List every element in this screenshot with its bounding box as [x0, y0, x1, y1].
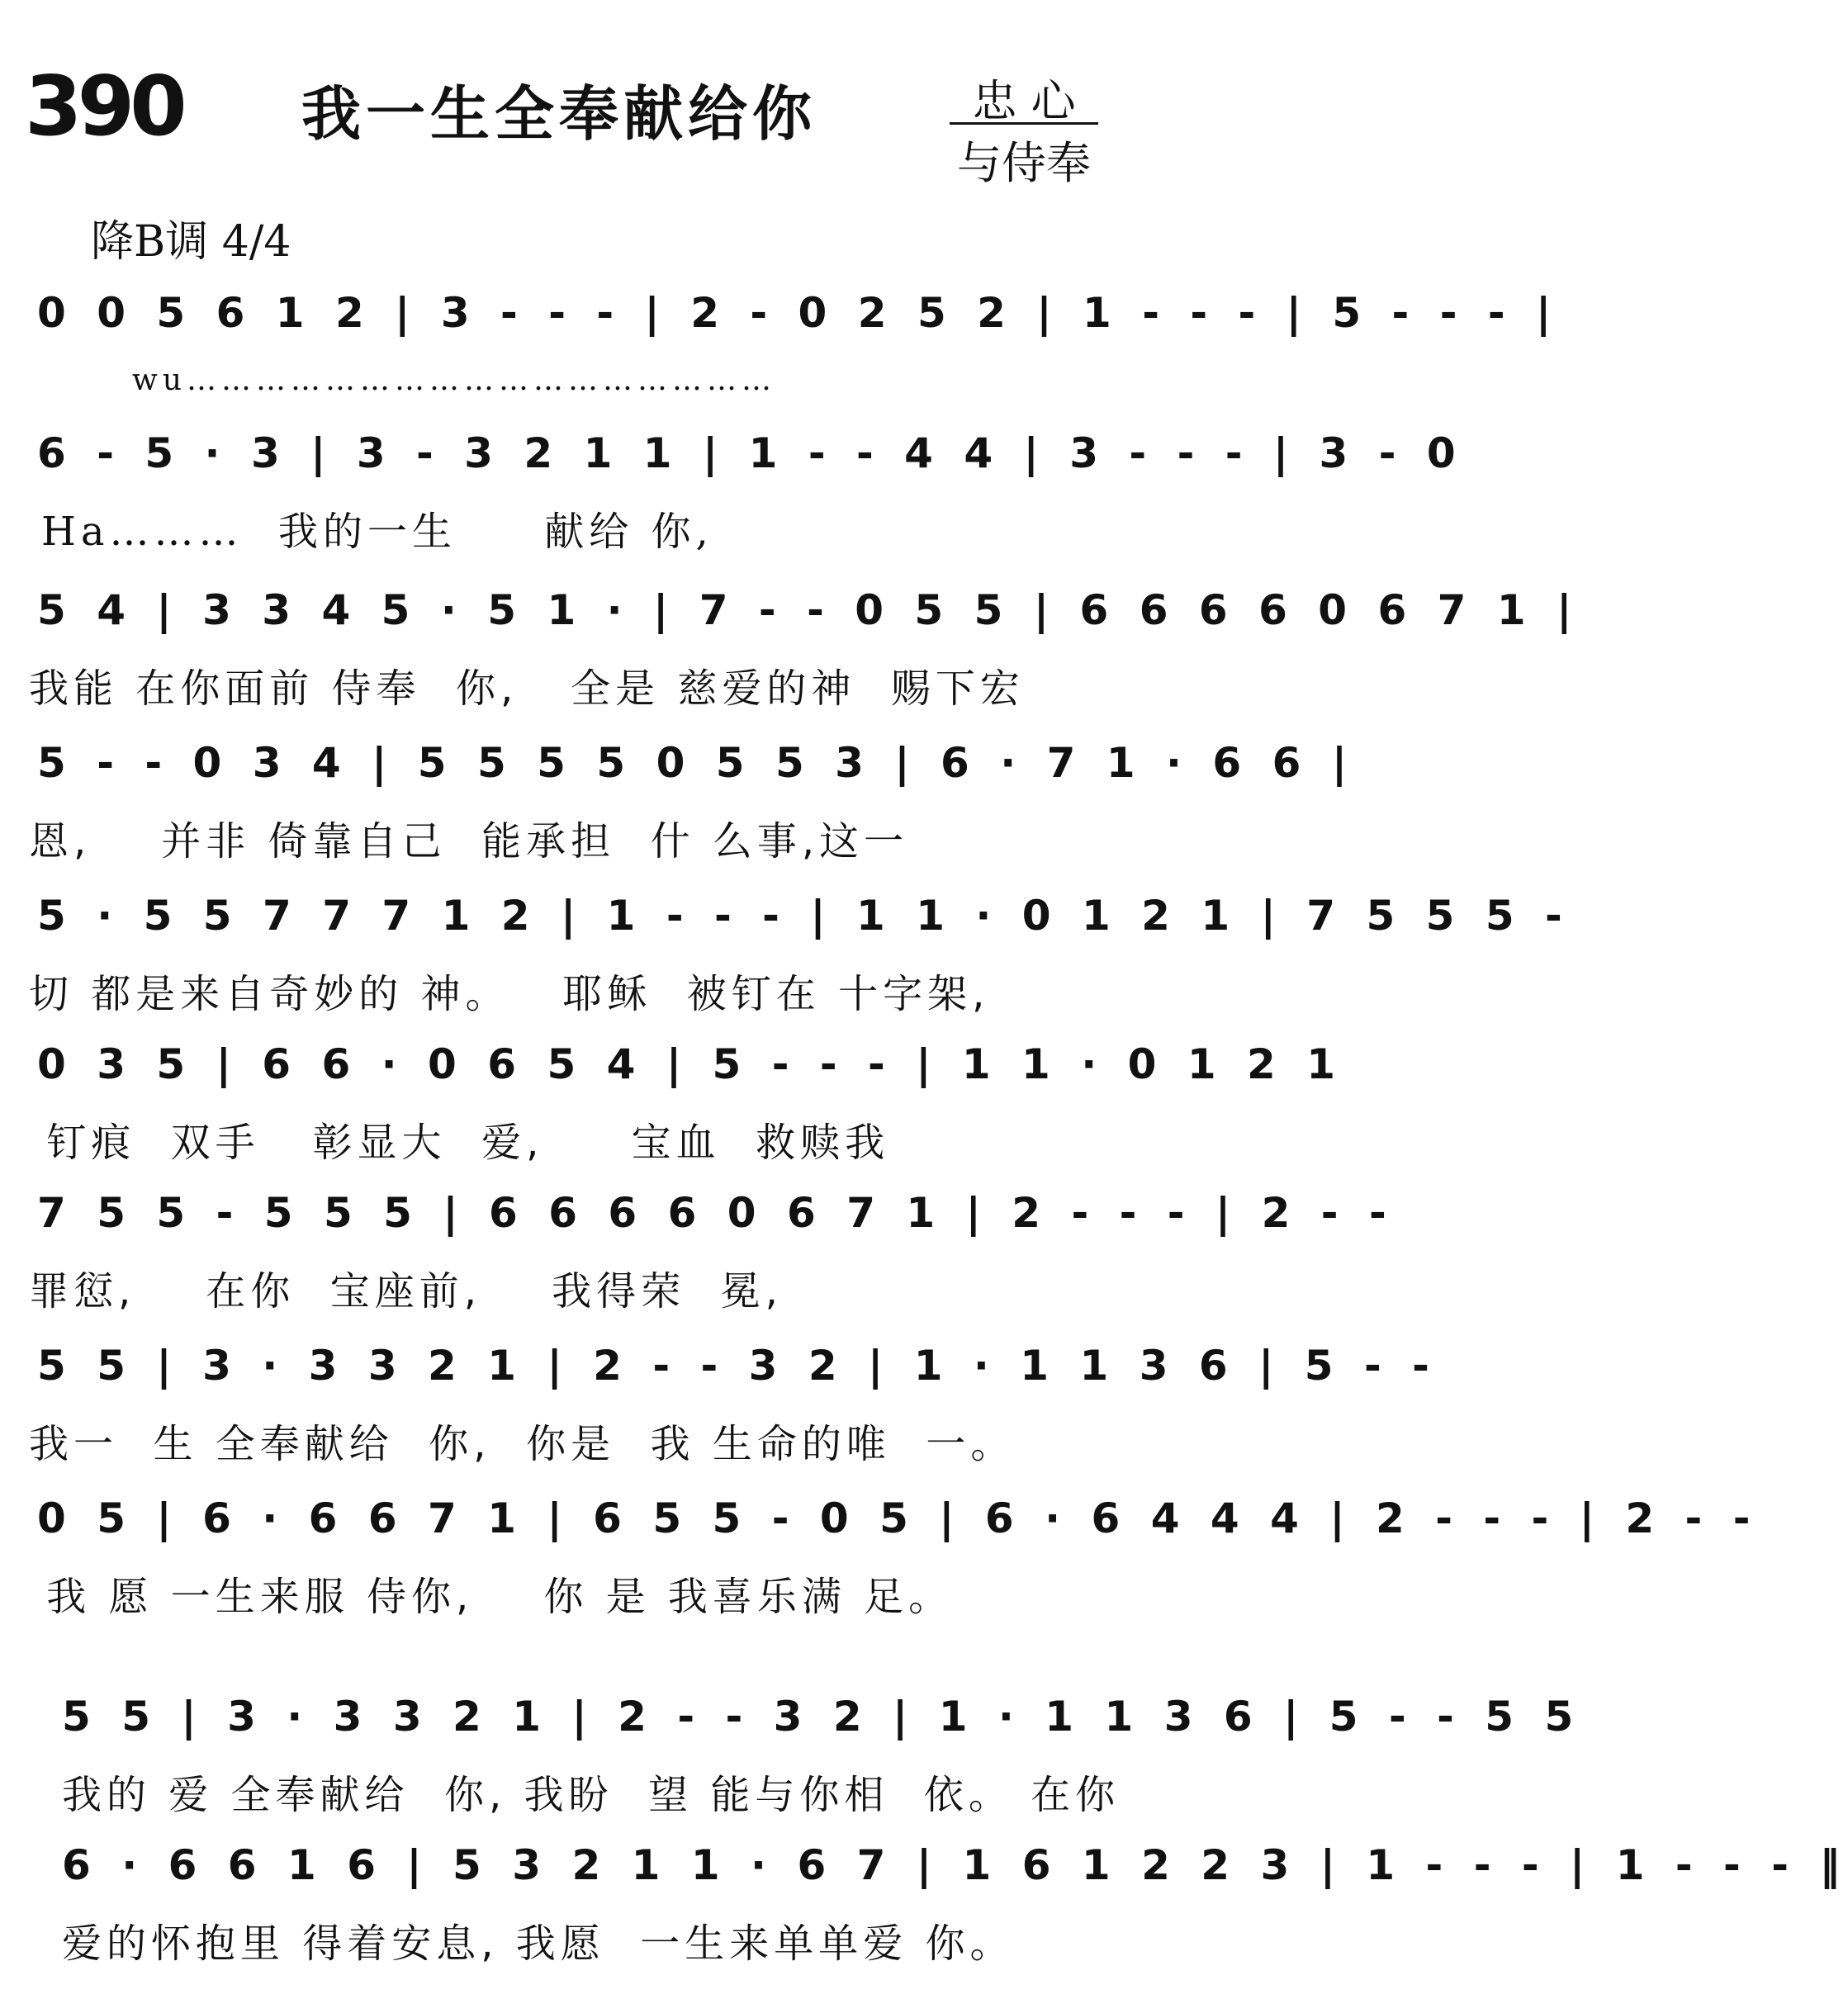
lyric-line: wu…………………………………………… — [132, 363, 776, 397]
notation-line: 0 0 5 6 1 2 | 3 - - - | 2 - 0 2 5 2 | 1 - - - | 5 - - - | — [37, 289, 1560, 337]
lyric-line: 我能 在你面前 侍奉 你, 全是 慈爱的神 赐下宏 — [29, 665, 1025, 712]
notation-line: 0 5 | 6 · 6 6 7 1 | 6 5 5 - 0 5 | 6 · 6 4 4 4 | 2 - - - | 2 - - — [37, 1494, 1759, 1542]
notation-line: 5 5 | 3 · 3 3 2 1 | 2 - - 3 2 | 1 · 1 1 3 6 | 5 - - — [37, 1342, 1438, 1390]
lyric-line: 切 都是来自奇妙的 神。 耶稣 被钉在 十字架, — [29, 971, 990, 1017]
arranger-credit: 与侍奉 — [957, 137, 1091, 189]
notation-line: 5 · 5 5 7 7 7 1 2 | 1 - - - | 1 1 · 0 1 2 1 | 7 5 5 5 - — [37, 892, 1571, 940]
author-credit: 忠 心 — [972, 75, 1076, 127]
hymn-number: 390 — [25, 58, 182, 154]
credit-divider — [950, 122, 1098, 125]
notation-line: 5 - - 0 3 4 | 5 5 5 5 0 5 5 3 | 6 · 7 1 · 6 6 | — [37, 739, 1356, 787]
lyric-line: 钉痕 双手 彰显大 爱, 宝血 救赎我 — [29, 1120, 890, 1166]
lyric-line: 我的 爱 全奉献给 你, 我盼 望 能与你相 依。 在你 — [62, 1772, 1121, 1818]
lyric-line: 我 愿 一生来服 侍你, 你 是 我喜乐满 足。 — [29, 1574, 954, 1620]
notation-line: 6 · 6 6 1 6 | 5 3 2 1 1 · 6 7 | 1 6 1 2 2 3 | 1 - - - | 1 - - - ‖ — [62, 1841, 1848, 1889]
song-title: 我一生全奉献给你 — [301, 79, 817, 149]
notation-line: 0 3 5 | 6 6 · 0 6 5 4 | 5 - - - | 1 1 · 0 1 2 1 — [37, 1040, 1344, 1088]
notation-line: 6 - 5 · 3 | 3 - 3 2 1 1 | 1 - - 4 4 | 3 - - - | 3 - 0 — [37, 429, 1464, 477]
lyric-line: Ha……… 我的一生 献给 你, — [41, 509, 713, 555]
notation-line: 5 5 | 3 · 3 3 2 1 | 2 - - 3 2 | 1 · 1 1 3 6 | 5 - - 5 5 — [62, 1693, 1582, 1741]
lyric-line: 恩, 并非 倚靠自己 能承担 什 么事,这一 — [29, 818, 909, 864]
key-signature: 降B调 4/4 — [91, 217, 291, 267]
lyric-line: 罪愆, 在你 宝座前, 我得荣 冕, — [29, 1268, 783, 1314]
lyric-line: 爱的怀抱里 得着安息, 我愿 一生来单单爱 你。 — [62, 1921, 1015, 1967]
notation-line: 5 4 | 3 3 4 5 · 5 1 · | 7 - - 0 5 5 | 6 6 6 6 0 6 7 1 | — [37, 586, 1580, 634]
notation-line: 7 5 5 - 5 5 5 | 6 6 6 6 0 6 7 1 | 2 - - - | 2 - - — [37, 1189, 1395, 1237]
lyric-line: 我一 生 全奉献给 你, 你是 我 生命的唯 一。 — [29, 1421, 1016, 1467]
